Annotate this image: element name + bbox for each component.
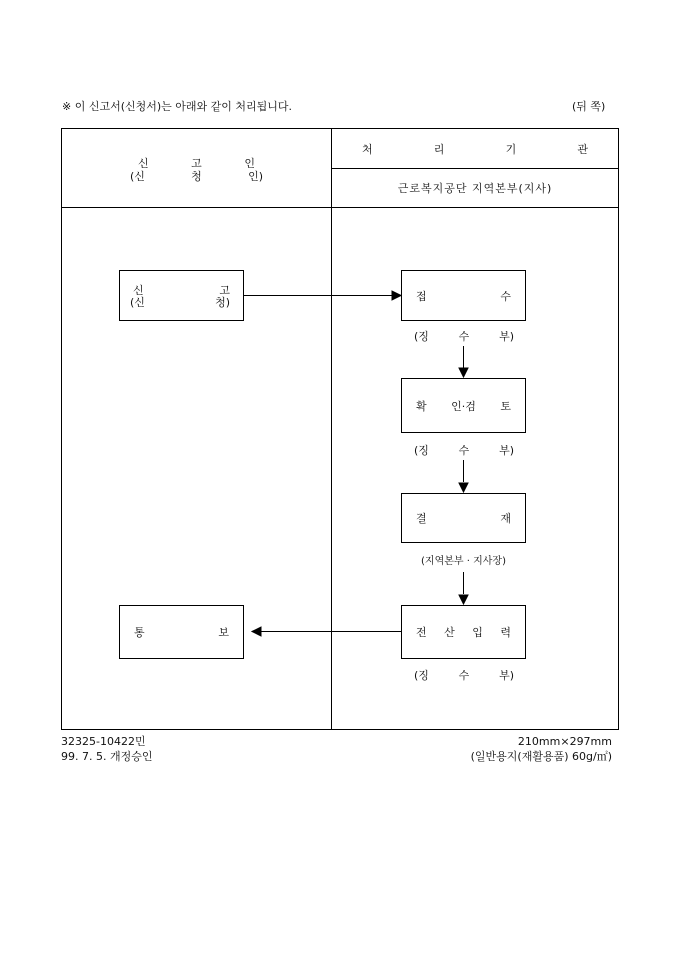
step-approval-box: [401, 493, 526, 543]
arrow-left-icon: [252, 627, 261, 636]
arrow-down-icon: [459, 368, 468, 377]
step-approval-label: 결 재: [416, 512, 511, 525]
right-header-title: 처 리 기 관: [362, 143, 588, 156]
step-review-label: 확 인·검 토: [416, 400, 511, 413]
step-data-entry-caption: (징 수 부): [414, 669, 514, 682]
page-side-label: (뒤 쪽): [572, 100, 606, 113]
left-header-line1: 신 고 인: [138, 157, 255, 170]
notice-text: ※ 이 신고서(신청서)는 아래와 같이 처리됩니다.: [62, 100, 293, 113]
step-receipt-caption: (징 수 부): [414, 330, 514, 343]
arrow-down-icon: [459, 595, 468, 604]
applicant-box: [119, 270, 244, 321]
step-review-caption: (징 수 부): [414, 444, 514, 457]
arrow-down-icon: [459, 483, 468, 492]
paper-size: 210mm×297mm: [517, 735, 612, 748]
form-number: 32325-10422민: [61, 735, 146, 748]
notify-box-label: 통 보: [134, 626, 229, 639]
paper-spec: (일반용지(재활용품) 60g/㎡): [470, 750, 612, 763]
arrow-right-icon: [392, 291, 401, 300]
applicant-box-line1: 신 고: [133, 284, 230, 297]
step-approval-caption: (지역본부 · 지사장): [421, 556, 506, 567]
agency-name: 근로복지공단 지역본부(지사): [397, 182, 553, 195]
step-review-box: [401, 378, 526, 433]
approval-date: 99. 7. 5. 개정승인: [61, 750, 153, 763]
notify-box: [119, 605, 244, 659]
step-receipt-box: [401, 270, 526, 321]
applicant-box-line2: (신 청): [130, 296, 230, 309]
step-data-entry-box: [401, 605, 526, 659]
step-data-entry-label: 전 산 입 력: [416, 626, 511, 639]
step-receipt-label: 접 수: [416, 290, 511, 303]
left-header-line2: (신 청 인): [130, 170, 263, 183]
